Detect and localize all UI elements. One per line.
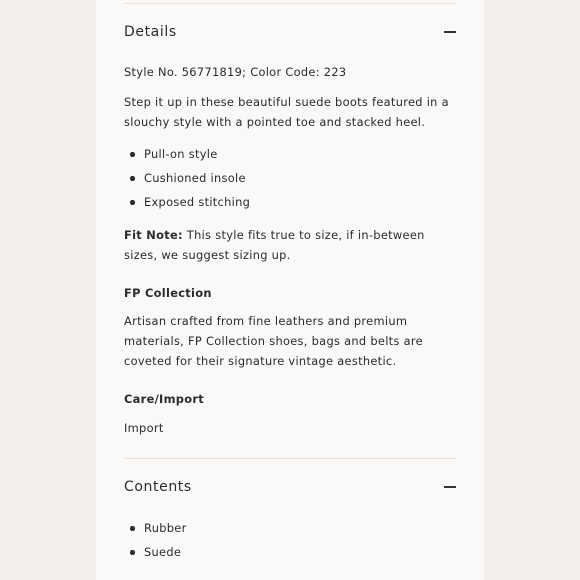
style-number: Style No. 56771819; Color Code: 223 bbox=[124, 65, 347, 79]
fit-note-block bbox=[124, 225, 456, 265]
product-info-panel bbox=[96, 0, 484, 580]
fit-note-text: This style fits true to size, if in-between sizes, we suggest sizing up. bbox=[124, 228, 425, 262]
details-description-block bbox=[124, 92, 456, 132]
feature-label: Cushioned insole bbox=[144, 171, 246, 185]
page-background-left bbox=[0, 0, 96, 580]
list-item bbox=[124, 166, 456, 190]
list-item bbox=[124, 142, 456, 166]
contents-accordion-header[interactable] bbox=[124, 479, 456, 503]
section-divider bbox=[124, 458, 456, 459]
list-item bbox=[124, 190, 456, 214]
fit-note-label: Fit Note: bbox=[124, 228, 183, 242]
collection-heading-block bbox=[124, 283, 456, 303]
feature-list bbox=[124, 142, 456, 214]
collection-text: Artisan crafted from fine leathers and premium materials, FP Collection shoes, bags and belts are coveted for their signature vintage aesthetic. bbox=[124, 314, 423, 368]
bullet-icon bbox=[130, 176, 135, 181]
collection-heading: FP Collection bbox=[124, 286, 212, 300]
details-body bbox=[124, 62, 456, 82]
feature-list-block bbox=[124, 142, 456, 214]
list-item bbox=[124, 516, 456, 540]
bullet-icon bbox=[130, 550, 135, 555]
top-divider bbox=[124, 3, 456, 4]
care-heading: Care/Import bbox=[124, 392, 204, 406]
collapse-minus-icon[interactable] bbox=[444, 486, 456, 488]
material-label: Rubber bbox=[144, 521, 187, 535]
list-item bbox=[124, 540, 456, 564]
care-text-block bbox=[124, 418, 456, 438]
contents-body bbox=[124, 516, 456, 564]
bullet-icon bbox=[130, 200, 135, 205]
details-title: Details bbox=[124, 24, 177, 40]
collection-text-block bbox=[124, 311, 456, 371]
details-accordion-header[interactable] bbox=[124, 24, 456, 48]
care-text: Import bbox=[124, 421, 164, 435]
feature-label: Exposed stitching bbox=[144, 195, 251, 209]
fit-note bbox=[124, 225, 456, 265]
bullet-icon bbox=[130, 526, 135, 531]
page-background-right bbox=[484, 0, 580, 580]
care-heading-block bbox=[124, 389, 456, 409]
material-label: Suede bbox=[144, 545, 182, 559]
product-description: Step it up in these beautiful suede boots featured in a slouchy style with a pointed toe and stacked heel. bbox=[124, 95, 449, 129]
feature-label: Pull-on style bbox=[144, 147, 218, 161]
collapse-minus-icon[interactable] bbox=[444, 31, 456, 33]
contents-list bbox=[124, 516, 456, 564]
contents-title: Contents bbox=[124, 479, 192, 495]
bullet-icon bbox=[130, 152, 135, 157]
